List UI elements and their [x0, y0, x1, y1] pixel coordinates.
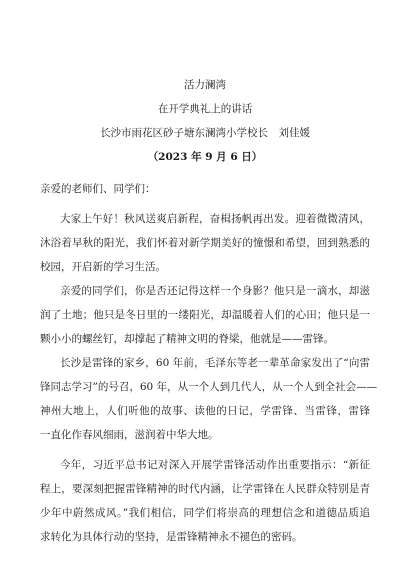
paragraph-2-line-2: 润了土地；他只是冬日里的一缕阳光，却温暖着人们的心田；他只是一	[40, 309, 370, 321]
paragraph-1-line-3: 校园，开启新的学习生活。	[40, 261, 166, 273]
paragraph-4-line-4: 求转化为具体行动的坚持，是雷锋精神永不褪色的密码。	[40, 531, 303, 543]
paragraph-1-line-1: 大家上午好！秋风送爽启新程，奋楫扬帆再出发。迎着微微清风，	[60, 213, 370, 225]
paragraph-1-line-2: 沐浴着早秋的阳光，我们怀着对新学期美好的憧憬和希望，回到熟悉的	[40, 237, 370, 249]
paragraph-3-line-1: 长沙是雷锋的家乡，60 年前，毛泽东等老一辈革命家发出了“向雷	[60, 357, 370, 369]
greeting: 亲爱的老师们、同学们：	[40, 183, 156, 195]
speech-date: （2023 年 9 月 6 日）	[147, 151, 263, 163]
paragraph-4-line-1: 今年，习近平总书记对深入开展学雷锋活动作出重要指示：“新征	[60, 459, 370, 471]
paragraph-4-line-3: 少年中蔚然成风。”我们相信，同学们将崇高的理想信念和道德品质追	[40, 507, 370, 519]
speech-title: 活力澜湾	[184, 79, 226, 91]
paragraph-4-line-2: 程上，要深刻把握雷锋精神的时代内涵，让学雷锋在人民群众特别是青	[40, 483, 370, 495]
speaker-line: 长沙市雨花区砂子塘东澜湾小学校长 刘佳媛	[100, 127, 310, 139]
speech-subtitle: 在开学典礼上的讲话	[157, 103, 253, 115]
paragraph-3-line-2: 锋同志学习”的号召，60 年，从一个人到几代人，从一个人到全社会——	[40, 381, 378, 393]
paragraph-2-line-3: 颗小小的螺丝钉，却撑起了精神文明的脊梁，他就是——雷锋。	[40, 333, 334, 345]
paragraph-3-line-4: 一直化作春风细雨，滋润着中华大地。	[40, 429, 219, 441]
paragraph-3-line-3: 神州大地上，人们听他的故事、读他的日记，学雷锋、当雷锋，雷锋	[40, 405, 370, 417]
paragraph-2-line-1: 亲爱的同学们，你是否还记得这样一个身影？他只是一滴水，却滋	[60, 285, 370, 297]
